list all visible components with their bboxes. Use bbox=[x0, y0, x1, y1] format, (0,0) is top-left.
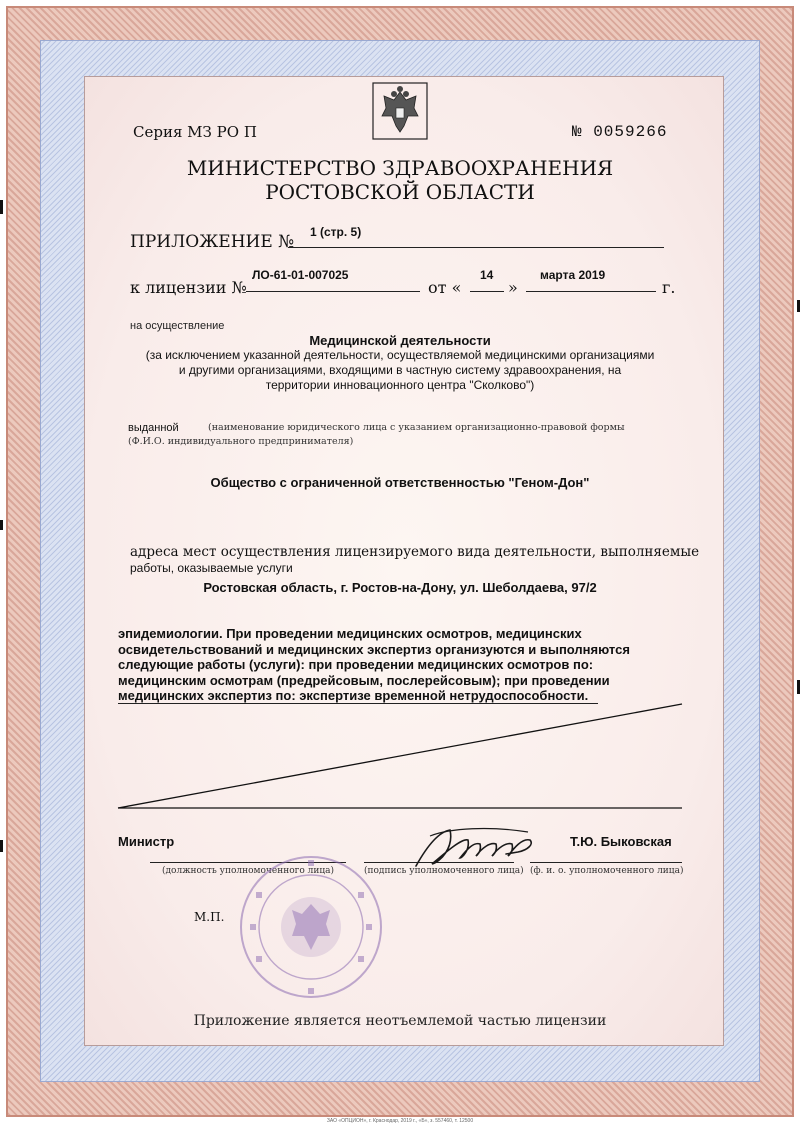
license-label: к лицензии № bbox=[130, 278, 247, 297]
scan-edge-mark bbox=[0, 200, 3, 214]
license-from-label: от « bbox=[428, 278, 462, 297]
signatory-position: Министр bbox=[118, 834, 175, 849]
position-hint: (должность уполномоченного лица) bbox=[162, 866, 334, 876]
russian-coat-of-arms-icon bbox=[372, 82, 428, 140]
services-line: медицинским осмотрам (предрейсовым, послерейсовым); при проведении bbox=[118, 672, 610, 688]
activity-name: Медицинской деятельности bbox=[309, 333, 491, 348]
appendix-value: 1 (стр. 5) bbox=[310, 225, 362, 239]
organization-name: Общество с ограниченной ответственностью "Геном-Дон" bbox=[210, 475, 590, 490]
services-line: следующие работы (услуги): при проведении медицинских осмотров по: bbox=[118, 657, 594, 672]
printer-imprint: ЗАО «ОПЦИОН», г. Краснодар, 2019 г., «Б», з. 557460, т. 12500 bbox=[326, 1118, 474, 1124]
name-hint: (ф. и. о. уполномоченного лица) bbox=[530, 866, 684, 876]
activity-label: на осуществление bbox=[130, 320, 225, 332]
license-day: 14 bbox=[480, 268, 494, 282]
activity-note-line3: территории инновационного центра "Сколково") bbox=[265, 378, 535, 392]
license-number-underline bbox=[246, 291, 420, 292]
footer-note: Приложение является неотъемлемой частью лицензии bbox=[193, 1013, 607, 1029]
activity-note-line1: (за исключением указанной деятельности, осуществляемой медицинскими организациями bbox=[145, 348, 655, 362]
issued-label: выданной bbox=[128, 422, 179, 434]
appendix-underline bbox=[288, 247, 664, 248]
issued-hint-line1: (наименование юридического лица с указанием организационно-правовой формы bbox=[208, 422, 625, 433]
license-close-quote: » bbox=[508, 278, 518, 297]
license-day-underline bbox=[470, 291, 504, 292]
issued-hint-line2: (Ф.И.О. индивидуального предпринимателя) bbox=[128, 436, 354, 447]
blank-area-cancel-stroke bbox=[110, 696, 690, 814]
form-number: № 0059266 bbox=[572, 123, 668, 141]
license-number: ЛО-61-01-007025 bbox=[252, 268, 349, 282]
ministry-title-line1: МИНИСТЕРСТВО ЗДРАВООХРАНЕНИЯ bbox=[186, 156, 614, 180]
services-line: эпидемиологии. При проведении медицинских осмотров, медицинских bbox=[118, 626, 582, 641]
signatory-name: Т.Ю. Быковская bbox=[570, 834, 672, 849]
appendix-label: ПРИЛОЖЕНИЕ № bbox=[130, 232, 295, 252]
address-label-line1: адреса мест осуществления лицензируемого вида деятельности, выполняемые bbox=[130, 544, 700, 560]
address-label-line2: работы, оказываемые услуги bbox=[130, 561, 293, 575]
license-month-year: марта 2019 bbox=[540, 268, 606, 282]
name-underline bbox=[530, 862, 682, 863]
activity-note-line2: и другими организациями, входящими в частную систему здравоохранения, на bbox=[178, 363, 622, 377]
official-round-seal bbox=[236, 852, 386, 1002]
license-year-suffix: г. bbox=[662, 278, 676, 297]
stamp-place-label: М.П. bbox=[194, 910, 225, 924]
scan-edge-mark bbox=[0, 520, 3, 530]
license-month-underline bbox=[526, 291, 656, 292]
ministry-title-line2: РОСТОВСКОЙ ОБЛАСТИ bbox=[265, 180, 535, 204]
series-label: Серия МЗ РО П bbox=[133, 123, 257, 141]
handwritten-signature bbox=[410, 818, 550, 878]
scan-edge-mark bbox=[0, 840, 3, 852]
signature-hint: (подпись уполномоченного лица) bbox=[364, 866, 524, 876]
services-line: медицинских экспертиз по: экспертизе временной нетрудоспособности. bbox=[118, 688, 589, 703]
services-line: освидетельствований и медицинских экспертиз организуются и выполняются bbox=[118, 641, 630, 657]
address-value: Ростовская область, г. Ростов-на-Дону, ул. Шеболдаева, 97/2 bbox=[203, 580, 597, 595]
